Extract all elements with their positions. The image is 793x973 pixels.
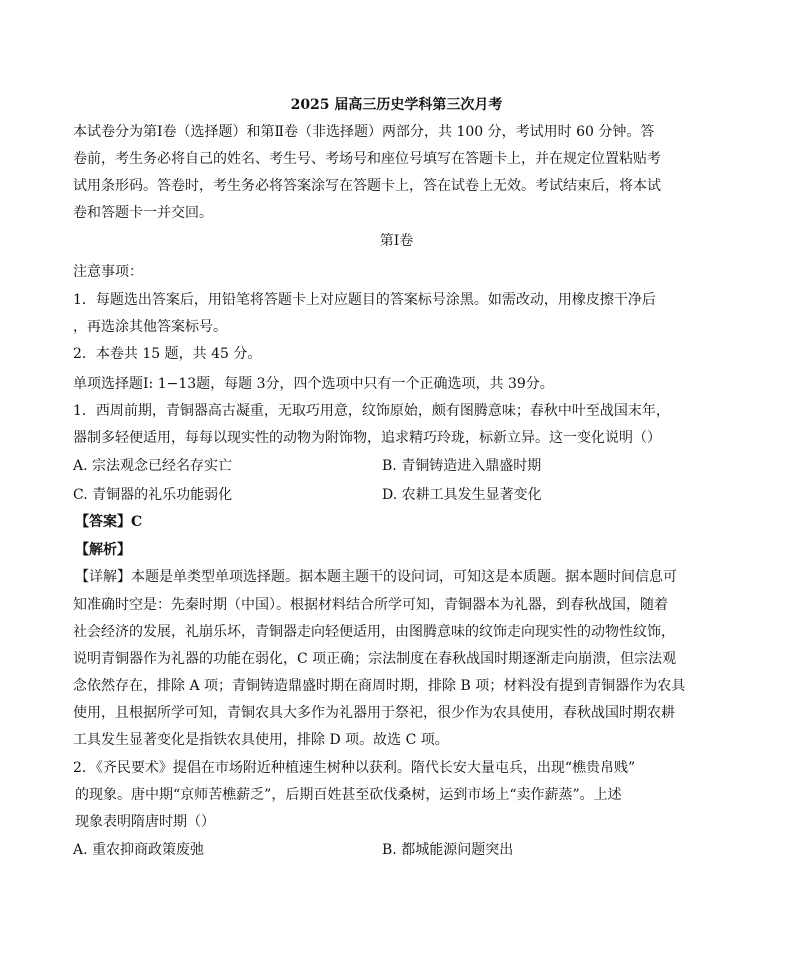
intro-line-3: 试用条形码。答卷时，考生务必将答案涂写在答题卡上，答在试卷上无效。考试结束后，将本试 [73, 178, 661, 194]
q1-analysis-label: 【解析】 [75, 542, 131, 558]
q1-option-c: C. 青铜器的礼乐功能弱化 [73, 487, 233, 503]
notes-heading: 注意事项： [73, 264, 143, 280]
q1-detail-line-4: 说明青铜器作为礼器的功能在弱化，C 项正确；宗法制度在春秋战国时期逐渐走向崩溃，但宗法观 [73, 651, 677, 667]
notes-item-1-cont: ，再选涂其他答案标号。 [73, 319, 227, 335]
q1-option-a: A. 宗法观念已经名存实亡 [73, 458, 233, 474]
exam-title: 2025 届高三历史学科第三次月考 [290, 97, 503, 113]
q2-stem-line-3: 现象表明隋唐时期（） [75, 814, 215, 830]
notes-item-2: 2．本卷共 15 题，共 45 分。 [73, 346, 262, 362]
part-heading: 单项选择题Ⅰ: 1−13题，每题 3分，四个选项中只有一个正确选项，共 39分。 [73, 376, 554, 392]
section-title: 第Ⅰ卷 [379, 233, 414, 249]
q1-detail-line-3: 社会经济的发展，礼崩乐坏，青铜器走向轻便适用，由图腾意味的纹饰走向现实性的动物性纹饰， [73, 624, 675, 640]
q2-stem-line-2: 的现象。唐中期“京师苦樵薪乏”，后期百姓甚至砍伐桑树，运到市场上“卖作薪蒸”。上述 [75, 787, 622, 803]
notes-item-1: 1．每题选出答案后，用铅笔将答题卡上对应题目的答案标号涂黑。如需改动，用橡皮擦干净后 [73, 292, 656, 308]
q1-option-d: D. 农耕工具发生显著变化 [382, 487, 542, 503]
q1-detail-line-7: 工具发生显著变化是指铁农具使用，排除 D 项。故选 C 项。 [73, 732, 449, 748]
intro-line-2: 卷前，考生务必将自己的姓名、考生号、考场号和座位号填写在答题卡上，并在规定位置粘贴考 [73, 151, 661, 167]
q1-stem-line-1: 1．西周前期，青铜器高古凝重，无取巧用意，纹饰原始，颇有图腾意味；春秋中叶至战国末年， [73, 403, 670, 419]
q2-stem-line-1: 2．《齐民要术》提倡在市场附近种植速生树种以获利。隋代长安大量屯兵，出现“樵贵帛贱” [73, 760, 636, 776]
intro-line-1: 本试卷分为第Ⅰ卷（选择题）和第Ⅱ卷（非选择题）两部分，共 100 分，考试用时 60 分钟。答 [73, 124, 655, 140]
q1-answer: 【答案】C [75, 514, 143, 530]
q2-option-b: B. 都城能源问题突出 [382, 842, 514, 858]
q1-stem-line-2: 器制多轻便适用，每每以现实性的动物为附饰物，追求精巧玲珑，标新立异。这一变化说明（） [73, 430, 661, 446]
q1-detail-line-5: 念依然存在，排除 A 项；青铜铸造鼎盛时期在商周时期，排除 B 项；材料没有提到青铜器作为农具 [73, 678, 686, 694]
q1-detail-line-6: 使用，且根据所学可知，青铜农具大多作为礼器用于祭祀，很少作为农具使用，春秋战国时期农耕 [73, 705, 675, 721]
q1-option-b: B. 青铜铸造进入鼎盛时期 [382, 458, 542, 474]
q1-detail-line-1: 【详解】本题是单类型单项选择题。据本题主题干的设问词，可知这是本质题。据本题时间信息可 [75, 569, 677, 585]
q2-option-a: A. 重农抑商政策废弛 [73, 842, 205, 858]
q1-detail-line-2: 知准确时空是：先秦时期（中国）。根据材料结合所学可知，青铜器本为礼器，到春秋战国，随着 [73, 597, 668, 613]
intro-line-4: 卷和答题卡一并交回。 [73, 205, 213, 221]
